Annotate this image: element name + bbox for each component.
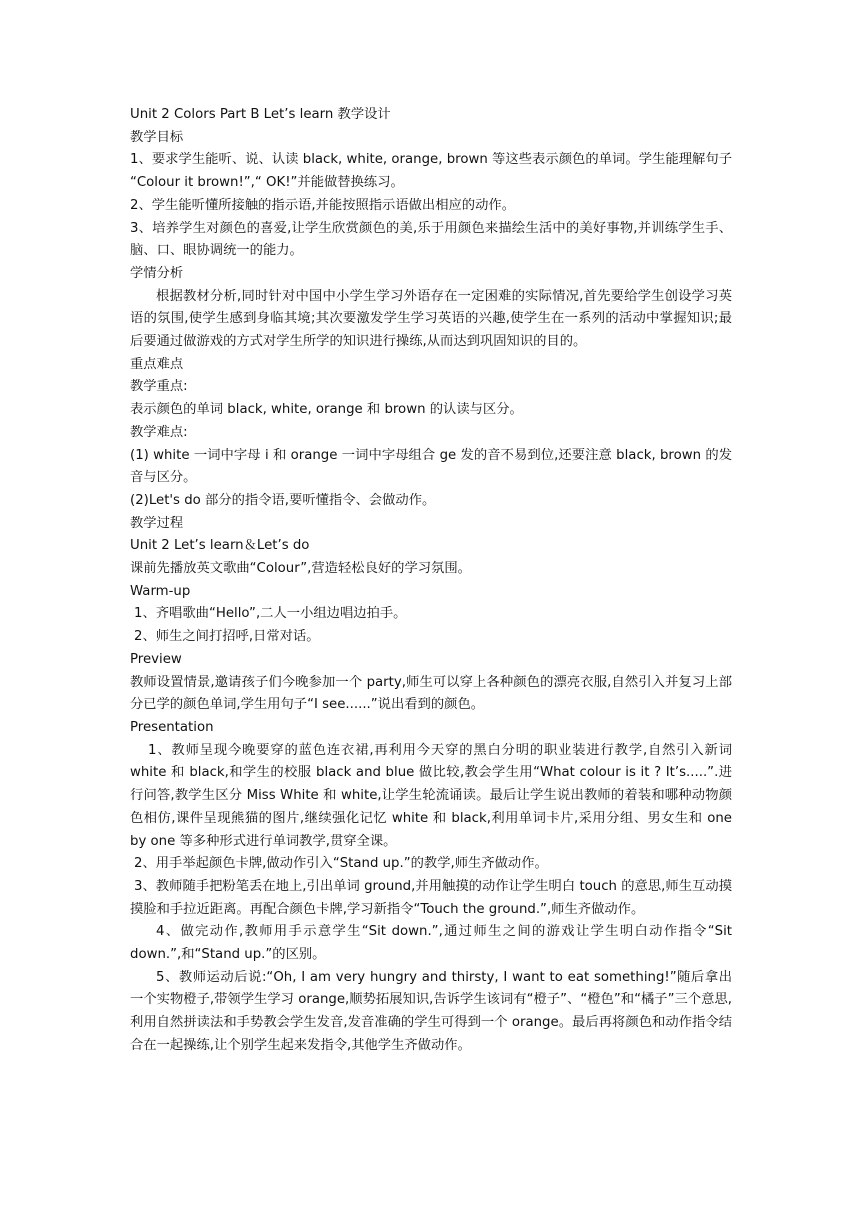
learner-analysis-text: 根据教材分析,同时针对中国中小学生学习外语存在一定困难的实际情况,首先要给学生创设学习英语的氛围,使学生感到身临其境;其次要激发学生学习英语的兴趣,使学生在一系列的活动中掌握知识;最后要通过做游戏的方式对学生所学的知识进行操练,从而达到巩固知识的目的。 [130, 288, 732, 350]
heading-preview: Preview [130, 651, 182, 667]
subheading-difficulty: 教学难点: [130, 424, 188, 440]
presentation-2: 2、用手举起颜色卡牌,做动作引入“Stand up.”的教学,师生齐做动作。 [134, 856, 548, 872]
presentation-4: 4、做完动作,教师用手示意学生“Sit down.”,通过师生之间的游戏让学生明白动作指令“Sit down.”,和“Stand up.”的区别。 [130, 924, 732, 963]
heading-teaching-process: 教学过程 [130, 515, 184, 531]
focus-text: 表示颜色的单词 black, white, orange 和 brown 的认读与区分。 [130, 402, 523, 418]
warm-up-2: 2、师生之间打招呼,日常对话。 [134, 629, 320, 645]
document-page [130, 104, 732, 1058]
heading-teaching-objectives: 教学目标 [130, 129, 184, 145]
warm-up-1: 1、齐唱歌曲“Hello”,二人一小组边唱边拍手。 [134, 606, 407, 622]
process-unit-title: Unit 2 Let’s learn＆Let’s do [130, 538, 310, 554]
difficulty-2: (2)Let's do 部分的指令语,要听懂指令、会做动作。 [130, 492, 436, 508]
heading-warm-up: Warm-up [130, 583, 191, 599]
presentation-1: 1、教师呈现今晚要穿的蓝色连衣裙,再利用今天穿的黑白分明的职业装进行教学,自然引入新词 white 和 black,和学生的校服 black and blue 做比较,教会学生用“What colour is it ? It’s.....”.进行问答,教学生区分 Miss White 和 white,让学生轮流诵读。最后让学生说出教师的着装和哪种动物颜色相仿,课件呈现熊猫的图片,继续强化记忆 white 和 black,利用单词卡片,采用分组、男女生和 one by one 等多种形式进行单词教学,贯穿全课。 [130, 742, 732, 849]
document-title: Unit 2 Colors Part B Let’s learn 教学设计 [130, 107, 391, 122]
subheading-focus: 教学重点: [130, 379, 188, 395]
heading-learner-analysis: 学情分析 [130, 265, 184, 281]
objective-3: 3、培养学生对颜色的喜爱,让学生欣赏颜色的美,乐于用颜色来描绘生活中的美好事物,并训练学生手、脑、口、眼协调统一的能力。 [130, 220, 732, 259]
presentation-5: 5、教师运动后说:“Oh, I am very hungry and thirsty, I want to eat something!”随后拿出一个实物橙子,带领学生学习 orange,顺势拓展知识,告诉学生该词有“橙子”、“橙色”和“橘子”三个意思,利用自然拼读法和手势教会学生发音,发音准确的学生可得到一个 orange。最后再将颜色和动作指令结合在一起操练,让个别学生起来发指令,其他学生齐做动作。 [130, 969, 732, 1053]
process-intro: 课前先播放英文歌曲“Colour”,营造轻松良好的学习氛围。 [130, 561, 471, 577]
objective-1: 1、要求学生能听、说、认读 black, white, orange, brown 等这些表示颜色的单词。学生能理解句子 “Colour it brown!”,“ OK!”并能做替换练习。 [130, 152, 732, 191]
heading-presentation: Presentation [130, 719, 214, 735]
heading-key-points: 重点难点 [130, 356, 184, 372]
difficulty-1: (1) white 一词中字母 i 和 orange 一词中字母组合 ge 发的音不易到位,还要注意 black, brown 的发音与区分。 [130, 447, 732, 486]
objective-2: 2、学生能听懂所接触的指示语,并能按照指示语做出相应的动作。 [130, 197, 515, 213]
preview-text: 教师设置情景,邀请孩子们今晚参加一个 party,师生可以穿上各种颜色的漂亮衣服,自然引入并复习上部分已学的颜色单词,学生用句子“I see......”说出看到的颜色。 [130, 674, 732, 713]
presentation-3: 3、教师随手把粉笔丢在地上,引出单词 ground,并用触摸的动作让学生明白 touch 的意思,师生互动摸摸脸和手拉近距离。再配合颜色卡牌,学习新指令“Touch the ground.”,师生齐做动作。 [130, 878, 732, 917]
